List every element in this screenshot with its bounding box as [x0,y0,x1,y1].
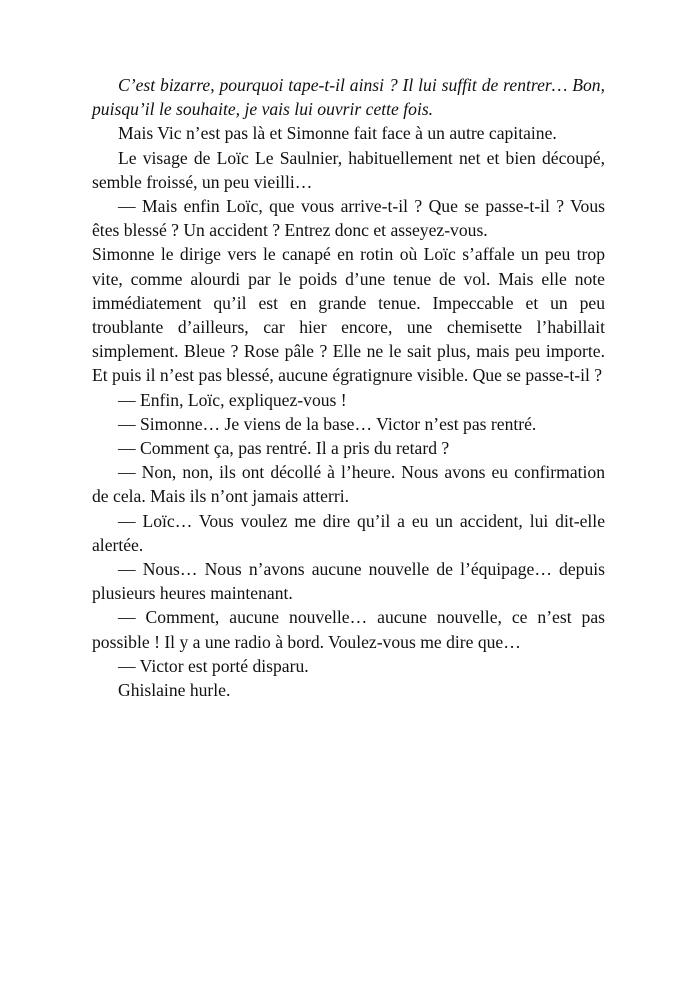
dialogue-line: — Victor est porté disparu. [118,655,309,676]
dialogue-line: — Comment ça, pas rentré. Il a pris du retard ? [118,438,450,459]
dialogue-line: — Loïc… Vous voulez me dire qu’il a eu un accident, lui dit-elle alertée. [92,510,605,555]
dialogue-line: — Mais enfin Loïc, que vous arrive-t-il ? Que se passe-t-il ? Vous êtes blessé ? Un accident ? Entrez donc et asseyez-vous. [92,196,605,241]
dialogue-line: — Enfin, Loïc, expliquez-vous ! [118,389,347,410]
paragraph: Le visage de Loïc Le Saulnier, habituellement net et bien découpé, semble froissé, un peu vieilli… [92,147,605,192]
paragraph-italic-thought: C’est bizarre, pourquoi tape-t-il ainsi ? Il lui suffit de rentrer… Bon, puisqu’il le souhaite, je vais lui ouvrir cette fois. [92,75,605,120]
paragraph-final: Ghislaine hurle. [118,680,231,701]
paragraph-unindented: Simonne le dirige vers le canapé en rotin où Loïc s’affale un peu trop vite, comme alourdi par le poids d’une tenue de vol. Mais elle note immédiatement qu’il est en grande tenue. Impeccable et un peu troublante d’ailleurs, car hier encore, une chemisette l’habillait simplement. Bleue ? Rose pâle ? Elle ne le sait plus, mais peu importe. Et puis il n’est pas blessé, aucune égratignure visible. Que se passe-t-il ? [92,244,605,386]
paragraph: Mais Vic n’est pas là et Simonne fait face à un autre capitaine. [118,123,557,144]
dialogue-line: — Comment, aucune nouvelle… aucune nouvelle, ce n’est pas possible ! Il y a une radio à bord. Voulez-vous me dire que… [92,607,605,652]
dialogue-line: — Simonne… Je viens de la base… Victor n’est pas rentré. [118,413,537,434]
page-text-block [92,73,605,702]
dialogue-line: — Nous… Nous n’avons aucune nouvelle de l’équipage… depuis plusieurs heures maintenant. [92,559,605,604]
dialogue-line: — Non, non, ils ont décollé à l’heure. Nous avons eu confirmation de cela. Mais ils n’ont jamais atterri. [92,462,605,507]
